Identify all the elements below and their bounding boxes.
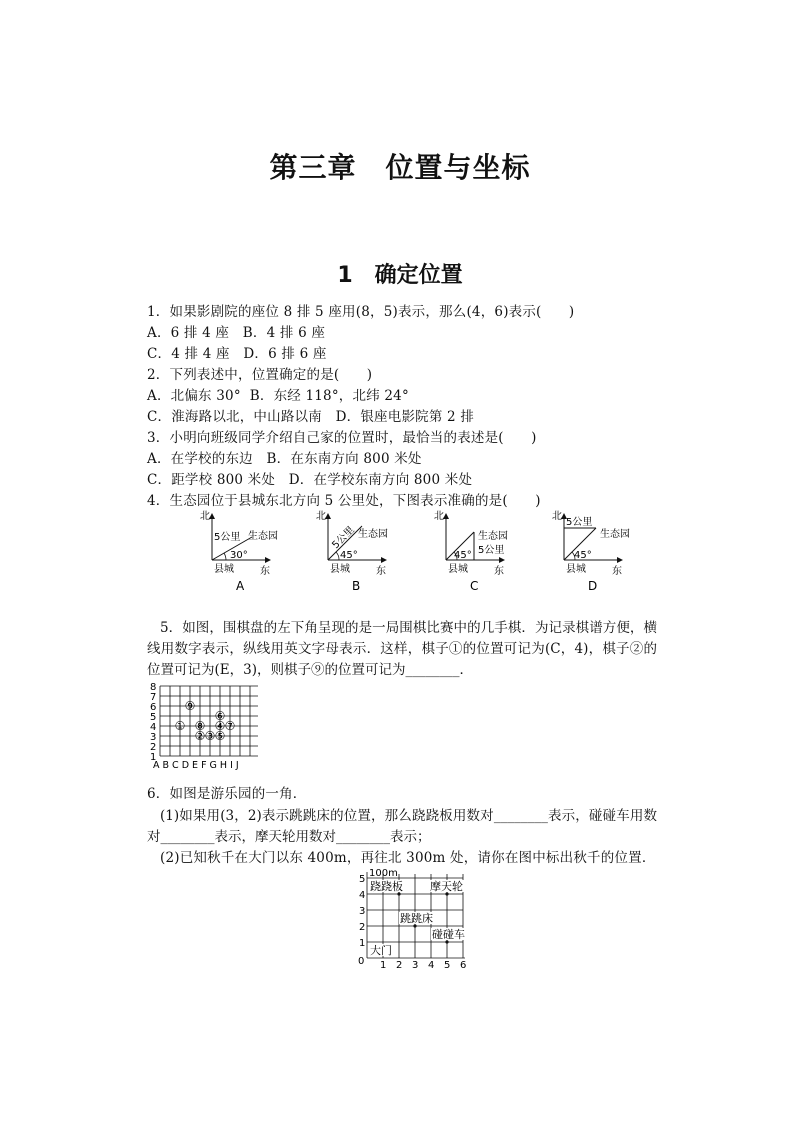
east-label: 东 — [612, 566, 622, 577]
q1-options-1: A．6 排 4 座 B．4 排 6 座 — [147, 325, 326, 341]
figure-label-c: C — [470, 579, 479, 593]
q6-part2: (2)已知秋千在大门以东 400m，再往北 300m 处，请你在图中标出秋千的位置． — [160, 850, 656, 866]
park-label: 生态园 — [358, 529, 388, 540]
row-label: 8 — [150, 682, 157, 693]
bumper-cars-label: 碰碰车 — [432, 928, 465, 941]
angle-label: 45° — [454, 550, 472, 561]
row-label: 5 — [150, 712, 157, 723]
origin-label: 0 — [358, 956, 365, 967]
figure-d — [552, 510, 630, 577]
stone-9: ⑨ — [184, 699, 196, 713]
y-tick: 1 — [359, 938, 366, 949]
park-label: 生态园 — [600, 529, 630, 540]
park-map — [355, 868, 475, 968]
county-label: 县城 — [566, 564, 586, 575]
distance-label: 5公里 — [214, 532, 241, 543]
park-label: 生态园 — [478, 531, 508, 542]
stone-2: ② — [194, 729, 206, 743]
north-label: 北 — [316, 511, 326, 522]
east-label: 东 — [376, 566, 386, 577]
q6-part1: (1)如果用(3，2)表示跳跳床的位置，那么跷跷板用数对________表示，碰碰车用数对________表示，摩天轮用数对________表示； — [147, 808, 657, 845]
section-title: 1 确定位置 — [337, 263, 463, 288]
q5-text: 5．如图，围棋盘的左下角呈现的是一局围棋比赛中的几手棋．为记录棋谱方便，横线用数字表示，纵线用英文字母表示．这样，棋子①的位置可记为(C，4)，棋子②的位置可记为(E，3)，则棋子⑨的位置可记为________． — [147, 620, 657, 678]
stone-6: ⑥ — [214, 709, 226, 723]
seesaw-label: 跷跷板 — [370, 880, 403, 893]
x-tick: 5 — [444, 960, 451, 968]
q6-intro: 6．如图是游乐园的一角． — [147, 786, 307, 802]
x-tick: 1 — [380, 960, 387, 968]
y-tick: 3 — [359, 906, 366, 917]
angle-label: 30° — [230, 550, 248, 561]
q1-options-2: C．4 排 4 座 D．6 排 6 座 — [147, 346, 327, 362]
distance-label: 5公里 — [478, 545, 505, 556]
angle-label: 45° — [574, 550, 592, 561]
stone-8: ⑧ — [194, 719, 206, 733]
figure-c — [434, 510, 508, 577]
q4-figures — [190, 508, 640, 594]
y-tick: 4 — [359, 890, 366, 901]
row-label: 6 — [150, 702, 157, 713]
park-label: 生态园 — [248, 531, 278, 542]
figure-b — [316, 510, 388, 577]
q2-options-1: A．北偏东 30° B．东经 118°，北纬 24° — [147, 388, 409, 404]
y-tick: 2 — [359, 922, 366, 933]
county-label: 县城 — [330, 564, 350, 575]
figure-label-d: D — [588, 579, 598, 593]
ferris-wheel-label: 摩天轮 — [430, 880, 463, 893]
angle-label: 45° — [340, 550, 358, 561]
north-label: 北 — [434, 511, 444, 522]
county-label: 县城 — [448, 564, 468, 575]
row-label: 2 — [150, 742, 157, 753]
q1-stem: 1．如果影剧院的座位 8 排 5 座用(8，5)表示，那么(4，6)表示( ) — [147, 304, 575, 320]
row-label: 4 — [150, 722, 157, 733]
column-labels: A B C D E F G H I J — [153, 760, 239, 770]
q2-options-2: C．淮海路以北，中山路以南 D．银座电影院第 2 排 — [147, 409, 475, 425]
east-label: 东 — [494, 566, 504, 577]
figure-a — [200, 510, 278, 577]
q3-options-2: C．距学校 800 米处 D．在学校东南方向 800 米处 — [147, 472, 473, 488]
unit-label: 100m — [369, 868, 398, 879]
stone-4: ④ — [214, 719, 226, 733]
x-tick: 6 — [460, 960, 467, 968]
row-label: 3 — [150, 732, 157, 743]
q2-stem: 2．下列表述中，位置确定的是( ) — [147, 367, 373, 383]
stone-7: ⑦ — [224, 719, 236, 733]
chapter-title: 第三章 位置与坐标 — [269, 151, 531, 184]
row-label: 1 — [150, 752, 157, 763]
trampoline-label: 跳跳床 — [400, 912, 433, 925]
stone-1: ① — [174, 719, 186, 733]
q3-options-1: A．在学校的东边 B．在东南方向 800 米处 — [147, 451, 422, 467]
distance-label: 5公里 — [330, 524, 357, 552]
stone-3: ③ — [204, 729, 216, 743]
x-tick: 4 — [428, 960, 435, 968]
q4-stem: 4．生态园位于县城东北方向 5 公里处，下图表示准确的是( ) — [147, 493, 541, 509]
row-label: 7 — [150, 692, 157, 703]
go-board — [148, 680, 266, 770]
q3-stem: 3．小明向班级同学介绍自己家的位置时，最恰当的表述是( ) — [147, 430, 537, 446]
y-tick: 5 — [359, 874, 366, 885]
x-tick: 3 — [412, 960, 419, 968]
distance-label: 5公里 — [566, 517, 593, 528]
north-label: 北 — [200, 511, 210, 522]
stone-5: ⑤ — [214, 729, 226, 743]
county-label: 县城 — [214, 564, 234, 575]
x-tick: 2 — [396, 960, 403, 968]
east-label: 东 — [260, 566, 270, 577]
figure-label-a: A — [236, 579, 245, 593]
gate-label: 大门 — [370, 944, 392, 957]
north-label: 北 — [552, 511, 562, 522]
figure-label-b: B — [352, 579, 361, 593]
